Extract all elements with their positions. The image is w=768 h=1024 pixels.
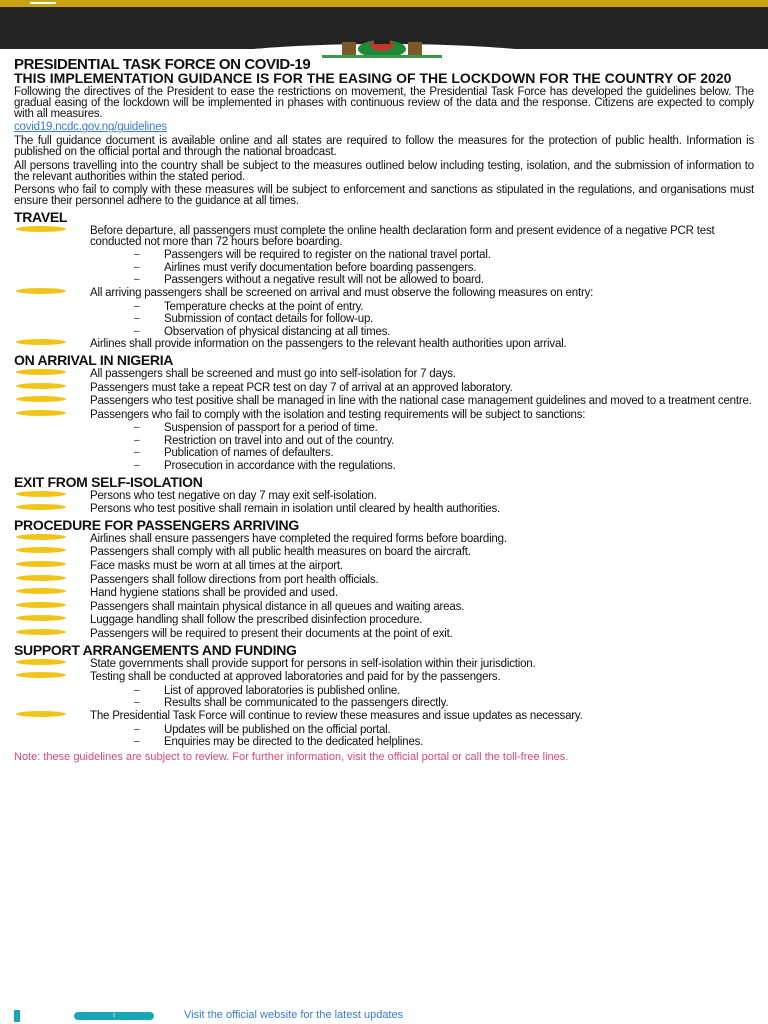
dash-bullet-icon: – bbox=[134, 723, 140, 735]
sub-list-text: Updates will be published on the official portal. bbox=[164, 723, 391, 736]
top-bar-mark bbox=[30, 2, 56, 4]
list-item bbox=[14, 226, 754, 247]
dash-bullet-icon: – bbox=[134, 736, 140, 748]
list-marker bbox=[16, 547, 66, 553]
sub-list-text: Publication of names of defaulters. bbox=[164, 447, 334, 460]
list-marker bbox=[16, 226, 66, 232]
coat-of-arms-icon bbox=[282, 37, 482, 59]
dash-bullet-icon: – bbox=[134, 249, 140, 261]
list-item bbox=[14, 575, 754, 586]
list-item bbox=[14, 504, 754, 515]
list-item bbox=[14, 410, 754, 421]
list-item-text: Hand hygiene stations shall be provided and used. bbox=[90, 587, 338, 600]
sub-list-text: Temperature checks at the point of entry. bbox=[164, 300, 364, 313]
intro-paragraph: Following the directives of the President to ease the restrictions on movement, the Presidential Task Force has developed the guidelines below. The gradual easing of the lockdown will be implemented in phases with continuous review of the data and the response. Citizens are expected to comply with all measures. bbox=[14, 86, 754, 120]
sub-list-item bbox=[14, 423, 754, 434]
dash-bullet-icon: – bbox=[134, 300, 140, 312]
list-item bbox=[14, 534, 754, 545]
sub-list-item bbox=[14, 250, 754, 261]
sub-list-item bbox=[14, 737, 754, 748]
dash-bullet-icon: – bbox=[134, 434, 140, 446]
list-marker bbox=[16, 561, 66, 567]
dash-bullet-icon: – bbox=[134, 460, 140, 472]
sub-list-text: Results shall be communicated to the passengers directly. bbox=[164, 697, 449, 710]
list-item bbox=[14, 491, 754, 502]
list-item bbox=[14, 288, 754, 299]
dash-bullet-icon: – bbox=[134, 422, 140, 434]
sub-list-text: Submission of contact details for follow-up. bbox=[164, 313, 374, 326]
section-heading: SUPPORT ARRANGEMENTS AND FUNDING bbox=[14, 641, 297, 658]
sub-list-text: Passengers without a negative result will not be allowed to board. bbox=[164, 274, 484, 287]
dash-bullet-icon: – bbox=[134, 261, 140, 273]
list-item-text: Passengers will be required to present their documents at the point of exit. bbox=[90, 628, 453, 640]
list-item-text: Airlines shall ensure passengers have completed the required forms before boarding. bbox=[90, 532, 507, 545]
dash-bullet-icon: – bbox=[134, 313, 140, 325]
list-item bbox=[14, 629, 754, 640]
list-marker bbox=[16, 288, 66, 294]
sub-list-item bbox=[14, 448, 754, 459]
sub-list-item bbox=[14, 698, 754, 709]
intro-paragraph: The full guidance document is available online and all states are required to follow the measures for the protection of public health. Information is published on the official portal and through the national broadcast. bbox=[14, 135, 754, 158]
bottom-bar bbox=[14, 1008, 754, 1022]
list-item bbox=[14, 561, 754, 572]
list-item-text: Passengers who test positive shall be managed in line with the national case management guidelines and moved to a treatment centre. bbox=[90, 395, 752, 408]
sub-list-item bbox=[14, 686, 754, 697]
page-subtitle: THIS IMPLEMENTATION GUIDANCE IS FOR THE EASING OF THE LOCKDOWN FOR THE COUNTRY OF 2020 bbox=[14, 70, 732, 86]
list-item-text: Passengers shall follow directions from port health officials. bbox=[90, 573, 379, 586]
list-marker bbox=[16, 659, 66, 665]
list-item-text: Persons who test negative on day 7 may exit self-isolation. bbox=[90, 489, 377, 502]
sub-list-item bbox=[14, 461, 754, 472]
list-marker bbox=[16, 339, 66, 345]
list-marker bbox=[16, 575, 66, 581]
list-item bbox=[14, 615, 754, 626]
sub-list-text: Suspension of passport for a period of time. bbox=[164, 422, 378, 435]
list-item-text: Testing shall be conducted at approved laboratories and paid for by the passengers. bbox=[90, 671, 501, 684]
intro-paragraph: All persons travelling into the country shall be subject to the measures outlined below including testing, isolation, and the submission of information to the relevant authorities within the stated period. bbox=[14, 159, 754, 183]
list-marker bbox=[16, 615, 66, 621]
sections bbox=[14, 208, 754, 749]
list-item bbox=[14, 711, 754, 722]
sub-list-item bbox=[14, 275, 754, 286]
section-heading: TRAVEL bbox=[14, 208, 68, 225]
list-item bbox=[14, 602, 754, 613]
sub-list-text: Observation of physical distancing at all times. bbox=[164, 325, 391, 338]
list-item bbox=[14, 396, 754, 407]
list-item bbox=[14, 369, 754, 380]
list-item-text: State governments shall provide support for persons in self-isolation within their jurisdiction. bbox=[90, 657, 536, 670]
sub-list-item bbox=[14, 302, 754, 313]
guidelines-link[interactable]: covid19.ncdc.gov.ng/guidelines bbox=[14, 121, 167, 134]
dash-bullet-icon: – bbox=[134, 697, 140, 709]
intro-block bbox=[14, 87, 754, 207]
intro-paragraph: Persons who fail to comply with these measures will be subject to enforcement and sanctions as stipulated in the regulations, and organisations must ensure their personnel adhere to the guidance at all times. bbox=[14, 184, 754, 208]
sub-list-text: Airlines must verify documentation before boarding passengers. bbox=[164, 261, 477, 274]
list-marker bbox=[16, 629, 66, 635]
bottom-link[interactable]: Visit the official website for the latest updates bbox=[184, 1009, 404, 1021]
list-item-text: Passengers shall maintain physical distance in all queues and waiting areas. bbox=[90, 600, 465, 613]
list-item bbox=[14, 339, 754, 350]
list-item-text: Airlines shall provide information on the passengers to the relevant health authorities upon arrival. bbox=[90, 338, 567, 351]
list-item-text: Face masks must be worn at all times at the airport. bbox=[90, 560, 343, 573]
list-item-text: Passengers must take a repeat PCR test on day 7 of arrival at an approved laboratory. bbox=[90, 381, 513, 394]
dash-bullet-icon: – bbox=[134, 274, 140, 286]
list-item bbox=[14, 659, 754, 670]
sub-list-item bbox=[14, 725, 754, 736]
section-heading: PROCEDURE FOR PASSENGERS ARRIVING bbox=[14, 516, 299, 533]
sub-list-item bbox=[14, 263, 754, 274]
list-item-text: Before departure, all passengers must complete the online health declaration form and present evidence of a negative PCR test conducted not more than 72 hours before boarding. bbox=[90, 224, 715, 248]
list-marker bbox=[16, 534, 66, 540]
list-marker bbox=[16, 491, 66, 497]
list-item-text: Persons who test positive shall remain in isolation until cleared by health authorities. bbox=[90, 503, 501, 516]
sub-list-item bbox=[14, 436, 754, 447]
list-marker bbox=[16, 369, 66, 375]
list-marker bbox=[16, 504, 66, 510]
list-item-text: Luggage handling shall follow the prescribed disinfection procedure. bbox=[90, 614, 423, 627]
list-marker bbox=[16, 396, 66, 402]
dash-bullet-icon: – bbox=[134, 447, 140, 459]
footer-note: Note: these guidelines are subject to review. For further information, visit the official portal or call the toll-free lines. bbox=[14, 750, 569, 763]
list-marker bbox=[16, 672, 66, 678]
sub-list-text: Enquiries may be directed to the dedicated helplines. bbox=[164, 736, 424, 749]
info-button[interactable]: i bbox=[74, 1012, 154, 1020]
list-item-text: All arriving passengers shall be screened on arrival and must observe the following measures on entry: bbox=[90, 286, 594, 299]
sub-list-text: Passengers will be required to register on the national travel portal. bbox=[164, 249, 491, 262]
list-item bbox=[14, 588, 754, 599]
bottom-bar-edge bbox=[14, 1010, 20, 1022]
list-marker bbox=[16, 588, 66, 594]
sub-list-text: Restriction on travel into and out of the country. bbox=[164, 434, 395, 447]
page-title: PRESIDENTIAL TASK FORCE ON COVID-19 bbox=[14, 58, 311, 73]
list-item-text: All passengers shall be screened and must go into self-isolation for 7 days. bbox=[90, 367, 456, 380]
section-heading: EXIT FROM SELF-ISOLATION bbox=[14, 473, 203, 490]
list-item-text: The Presidential Task Force will continue to review these measures and issue updates as necessary. bbox=[90, 709, 583, 722]
list-marker bbox=[16, 383, 66, 389]
sub-list-text: List of approved laboratories is published online. bbox=[164, 684, 401, 697]
list-marker bbox=[16, 602, 66, 608]
list-item bbox=[14, 547, 754, 558]
sub-list-item bbox=[14, 327, 754, 338]
sub-list-text: Prosecution in accordance with the regulations. bbox=[164, 460, 396, 473]
list-item bbox=[14, 383, 754, 394]
dash-bullet-icon: – bbox=[134, 684, 140, 696]
sub-list-item bbox=[14, 314, 754, 325]
list-item bbox=[14, 672, 754, 683]
section-heading: ON ARRIVAL IN NIGERIA bbox=[14, 351, 174, 368]
list-marker bbox=[16, 410, 66, 416]
list-item-text: Passengers shall comply with all public health measures on board the aircraft. bbox=[90, 546, 471, 559]
top-accent-bar bbox=[0, 0, 768, 7]
main-content bbox=[14, 58, 754, 1008]
list-marker bbox=[16, 711, 66, 717]
list-item-text: Passengers who fail to comply with the isolation and testing requirements will be subject to sanctions: bbox=[90, 408, 586, 421]
dash-bullet-icon: – bbox=[134, 325, 140, 337]
